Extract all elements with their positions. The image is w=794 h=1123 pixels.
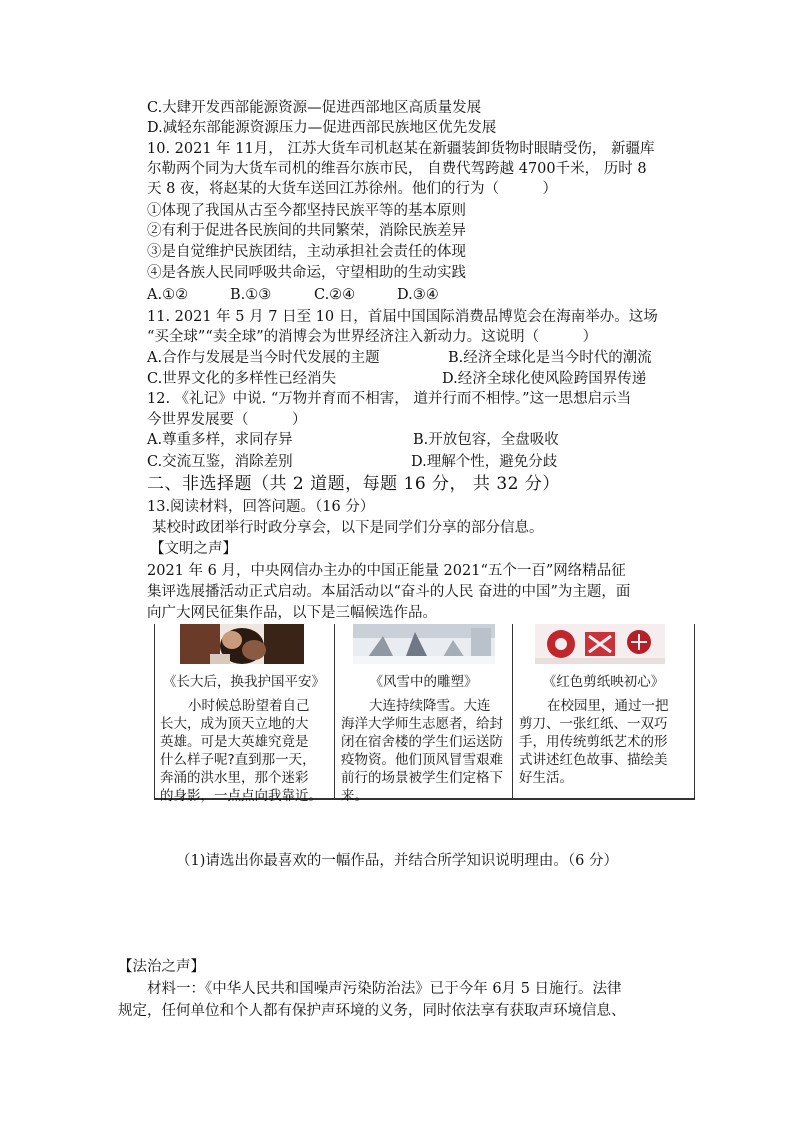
work-cell-1	[154, 624, 334, 804]
work-1-line: 什么样子呢?直到那一天，	[160, 752, 316, 768]
q12-option-c: C.交流互鉴，消除差别	[147, 454, 293, 470]
q10-option-c: C.②④	[314, 287, 356, 303]
work-2-line: 前行的场景被学生们定格下	[341, 770, 503, 786]
law-material-line2: 规定，任何单位和个人都有保护声环境的义务，同时依法享有获取声环境信息、	[118, 1003, 626, 1019]
work-2-line: 闭在宿舍楼的学生们运送防	[341, 734, 503, 750]
work-3-title: 《红色剪纸映初心》	[542, 674, 665, 690]
work-1-line: 奔涌的洪水里，那个迷彩	[160, 770, 309, 786]
work-2-description	[341, 697, 508, 805]
q13-intro: 某校时政团举行时政分享会，以下是同学们分享的部分信息。	[152, 520, 544, 536]
work-3-description	[519, 697, 690, 787]
q10-stem-line3: 天 8 夜，将赵某的大货车送回江苏徐州。他们的行为（ ）	[147, 181, 557, 197]
work-1-line: 小时候总盼望着自己	[188, 698, 310, 714]
q10-statement-3: ③是自觉维护民族团结，主动承担社会责任的体现	[147, 244, 466, 260]
q10-statement-2: ②有利于促进各民族间的共同繁荣，消除民族差异	[147, 223, 466, 239]
q11-option-d: D.经济全球化使风险跨国界传递	[442, 371, 647, 387]
q10-option-b: B.①③	[230, 287, 272, 303]
work-3-line: 剪刀、一张红纸、一双巧	[519, 716, 668, 732]
work-3-line: 好生活。	[519, 770, 573, 786]
q10-stem-line2: 尔勒两个同为大货车司机的维吾尔族市民， 自费代驾跨越 4700千米， 历时 8	[147, 161, 647, 177]
q11-option-c: C.世界文化的多样性已经消失	[147, 371, 337, 387]
q12-option-d: D.理解个性，避免分歧	[411, 454, 558, 470]
q10-option-a: A.①②	[147, 287, 189, 303]
q10-statement-4: ④是各族人民同呼吸共命运，守望相助的生动实践	[147, 265, 466, 281]
q11-option-b: B.经济全球化是当今时代的潮流	[448, 350, 652, 366]
work-2-line: 来。	[341, 788, 368, 804]
q9-option-c: C.大肆开发西部能源资源—促进西部地区高质量发展	[147, 100, 482, 116]
work-2-photo	[353, 624, 495, 664]
q10-statement-1: ①体现了我国从古至今都坚持民族平等的基本原则	[147, 203, 466, 219]
civilization-para-line3: 向广大网民征集作品，以下是三幅候选作品。	[147, 605, 437, 621]
q11-stem-line2: “买全球”“卖全球”的消博会为世界经济注入新动力。这说明（ ）	[147, 329, 598, 345]
work-3-photo	[535, 624, 665, 664]
work-2-title: 《风雪中的雕塑》	[369, 674, 478, 690]
work-2-line: 大连持续降雪。大连	[369, 698, 491, 714]
q9-option-d: D.减轻东部能源资源压力—促进西部民族地区优先发展	[147, 120, 497, 136]
work-cell-2	[335, 624, 512, 804]
law-material-line1: 材料一：《中华人民共和国噪声污染防治法》已于今年 6月 5 日施行。法律	[147, 981, 622, 997]
q10-stem-line1: 10. 2021 年 11月， 江苏大货车司机赵某在新疆装卸货物时眼睛受伤， 新疆库	[147, 141, 655, 157]
q12-stem-line1: 12. 《礼记》中说. “万物并育而不相害， 道并行而不相悖。”这一思想启示当	[147, 391, 632, 407]
q12-stem-line2: 今世界发展要（ ）	[147, 412, 307, 428]
civilization-para-line1: 2021 年 6 月，中央网信办主办的中国正能量 2021“五个一百”网络精品征	[147, 563, 626, 579]
work-3-line: 在校园里，通过一把	[547, 698, 669, 714]
work-1-photo	[180, 624, 304, 664]
law-section-title: 【法治之声】	[118, 959, 205, 975]
civilization-section-title: 【文明之声】	[150, 541, 237, 557]
civilization-para-line2: 集评选展播活动正式启动。本届活动以“奋斗的人民 奋进的中国”为主题，面	[147, 584, 631, 600]
work-1-line: 英雄。可是大英雄究竟是	[160, 734, 309, 750]
q10-option-d: D.③④	[397, 287, 439, 303]
work-2-line: 海洋大学师生志愿者，给封	[341, 716, 503, 732]
q13-subquestion-1: （1)请选出你最喜欢的一幅作品，并结合所学知识说明理由。（6 分）	[176, 853, 618, 869]
work-1-description	[160, 697, 330, 805]
q12-option-a: A.尊重多样，求同存异	[147, 432, 293, 448]
section-2-title: 二、非选择题（共 2 道题，每题 16 分， 共 32 分）	[147, 474, 560, 494]
works-table	[154, 624, 695, 804]
work-cell-3	[513, 624, 694, 800]
q11-stem-line1: 11. 2021 年 5 月 7 日至 10 日，首届中国国际消费品博览会在海南举办。这场	[147, 309, 658, 325]
work-3-line: 手，用传统剪纸艺术的形	[519, 734, 668, 750]
q11-option-a: A.合作与发展是当今时代发展的主题	[147, 350, 380, 366]
work-2-line: 疫物资。他们顶风冒雪艰难	[341, 752, 503, 768]
work-1-title: 《长大后，换我护国平安》	[163, 674, 325, 690]
q12-option-b: B.开放包容，全盘吸收	[413, 432, 559, 448]
work-3-line: 式讲述红色故事、描绘美	[519, 752, 668, 768]
q13-header: 13.阅读材料，回答问题。（16 分）	[147, 499, 375, 515]
work-1-line: 长大，成为顶天立地的大	[160, 716, 309, 732]
work-1-line: 的身影，一点点向我靠近。	[160, 788, 322, 804]
